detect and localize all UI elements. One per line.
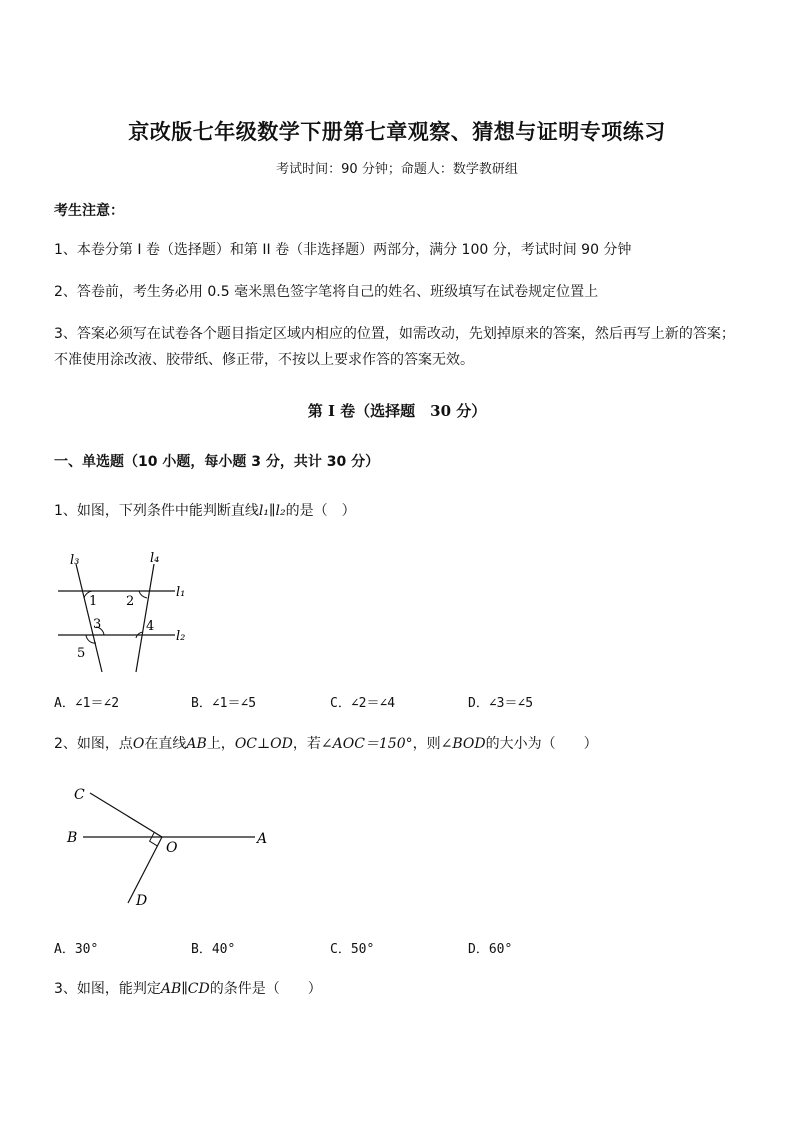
line-l4: [136, 564, 154, 672]
label-angle-2: 2: [126, 594, 135, 609]
q2-option-d[interactable]: D．60°: [468, 942, 513, 957]
question-2: [54, 733, 598, 753]
question-1-suffix: 的是（ ）: [285, 503, 356, 519]
q2-math-4: ∠AOC＝150°: [320, 736, 413, 752]
q2-text-4: ，若: [292, 736, 321, 752]
part-heading: 一、单选题（10 小题，每小题 3 分，共计 30 分）: [54, 454, 380, 470]
notice-item-2: 2、答卷前，考生务必用 0.5 毫米黑色签字笔将自己的姓名、班级填写在试卷规定位置上: [54, 284, 599, 300]
label-c: C: [74, 787, 85, 803]
q1-option-b[interactable]: B．∠1＝∠5: [191, 696, 257, 711]
q2-text-3: 上，: [206, 736, 235, 752]
notice-item-3: 3、答案必须写在试卷各个题目指定区域内相应的位置，如需改动，先划掉原来的答案，然后再写上新的答案；不准使用涂改液、胶带纸、修正带，不按以上要求作答的答案无效。: [54, 326, 735, 368]
label-o: O: [166, 840, 178, 856]
label-l4: l₄: [150, 551, 160, 566]
label-l3: l₃: [70, 553, 80, 568]
q2-text-5: ，则: [412, 736, 441, 752]
label-b: B: [67, 830, 78, 846]
question-1-options: [54, 692, 744, 712]
page-title: 京改版七年级数学下册第七章观察、猜想与证明专项练习: [128, 119, 666, 144]
q2-option-a[interactable]: A．30°: [54, 942, 99, 957]
label-angle-5: 5: [77, 646, 86, 661]
label-angle-3: 3: [93, 617, 102, 632]
notice-item-1: 1、本卷分第 I 卷（选择题）和第 II 卷（非选择题）两部分，满分 100 分，考试时间 90 分钟: [54, 242, 632, 258]
q2-text-2: 在直线: [144, 736, 187, 752]
question-2-options: [54, 938, 744, 958]
angle-2-arc: [139, 591, 147, 598]
right-angle-mark: [150, 832, 158, 846]
q1-option-d[interactable]: D．∠3＝∠5: [468, 696, 534, 711]
q2-math-3: OC⊥OD: [234, 736, 293, 752]
ray-oc: [90, 793, 162, 837]
label-d: D: [136, 893, 148, 909]
q2-text-6: 的大小为（ ）: [485, 736, 598, 752]
figure-1: [40, 540, 210, 680]
question-1-text: 1、如图，下列条件中能判断直线: [54, 503, 259, 519]
notice-heading: 考生注意：: [54, 203, 124, 219]
label-a: A: [257, 831, 268, 847]
q2-math-1: O: [132, 736, 145, 752]
label-l2: l₂: [176, 629, 186, 644]
label-l1: l₁: [176, 585, 186, 600]
question-1: [54, 500, 356, 520]
label-angle-4: 4: [146, 619, 155, 634]
question-3-text: 3、如图，能判定: [54, 981, 161, 997]
question-3-math: AB∥CD: [160, 981, 210, 997]
figure-2: [50, 775, 290, 915]
q2-option-c[interactable]: C．50°: [330, 942, 375, 957]
q2-text-1: 2、如图，点: [54, 736, 133, 752]
question-3-suffix: 的条件是（ ）: [209, 981, 322, 997]
section-title: 第 I 卷（选择题 30 分）: [307, 402, 487, 420]
q2-math-5: ∠BOD: [440, 736, 486, 752]
q2-option-b[interactable]: B．40°: [191, 942, 236, 957]
question-3: [54, 978, 322, 998]
q1-option-c[interactable]: C．∠2＝∠4: [330, 696, 396, 711]
label-angle-1: 1: [89, 594, 98, 609]
q1-option-a[interactable]: A．∠1＝∠2: [54, 696, 120, 711]
question-1-math: l₁∥l₂: [258, 503, 286, 519]
q2-math-2: AB: [186, 736, 207, 752]
exam-info: 考试时间：90 分钟；命题人：数学教研组: [276, 162, 518, 177]
